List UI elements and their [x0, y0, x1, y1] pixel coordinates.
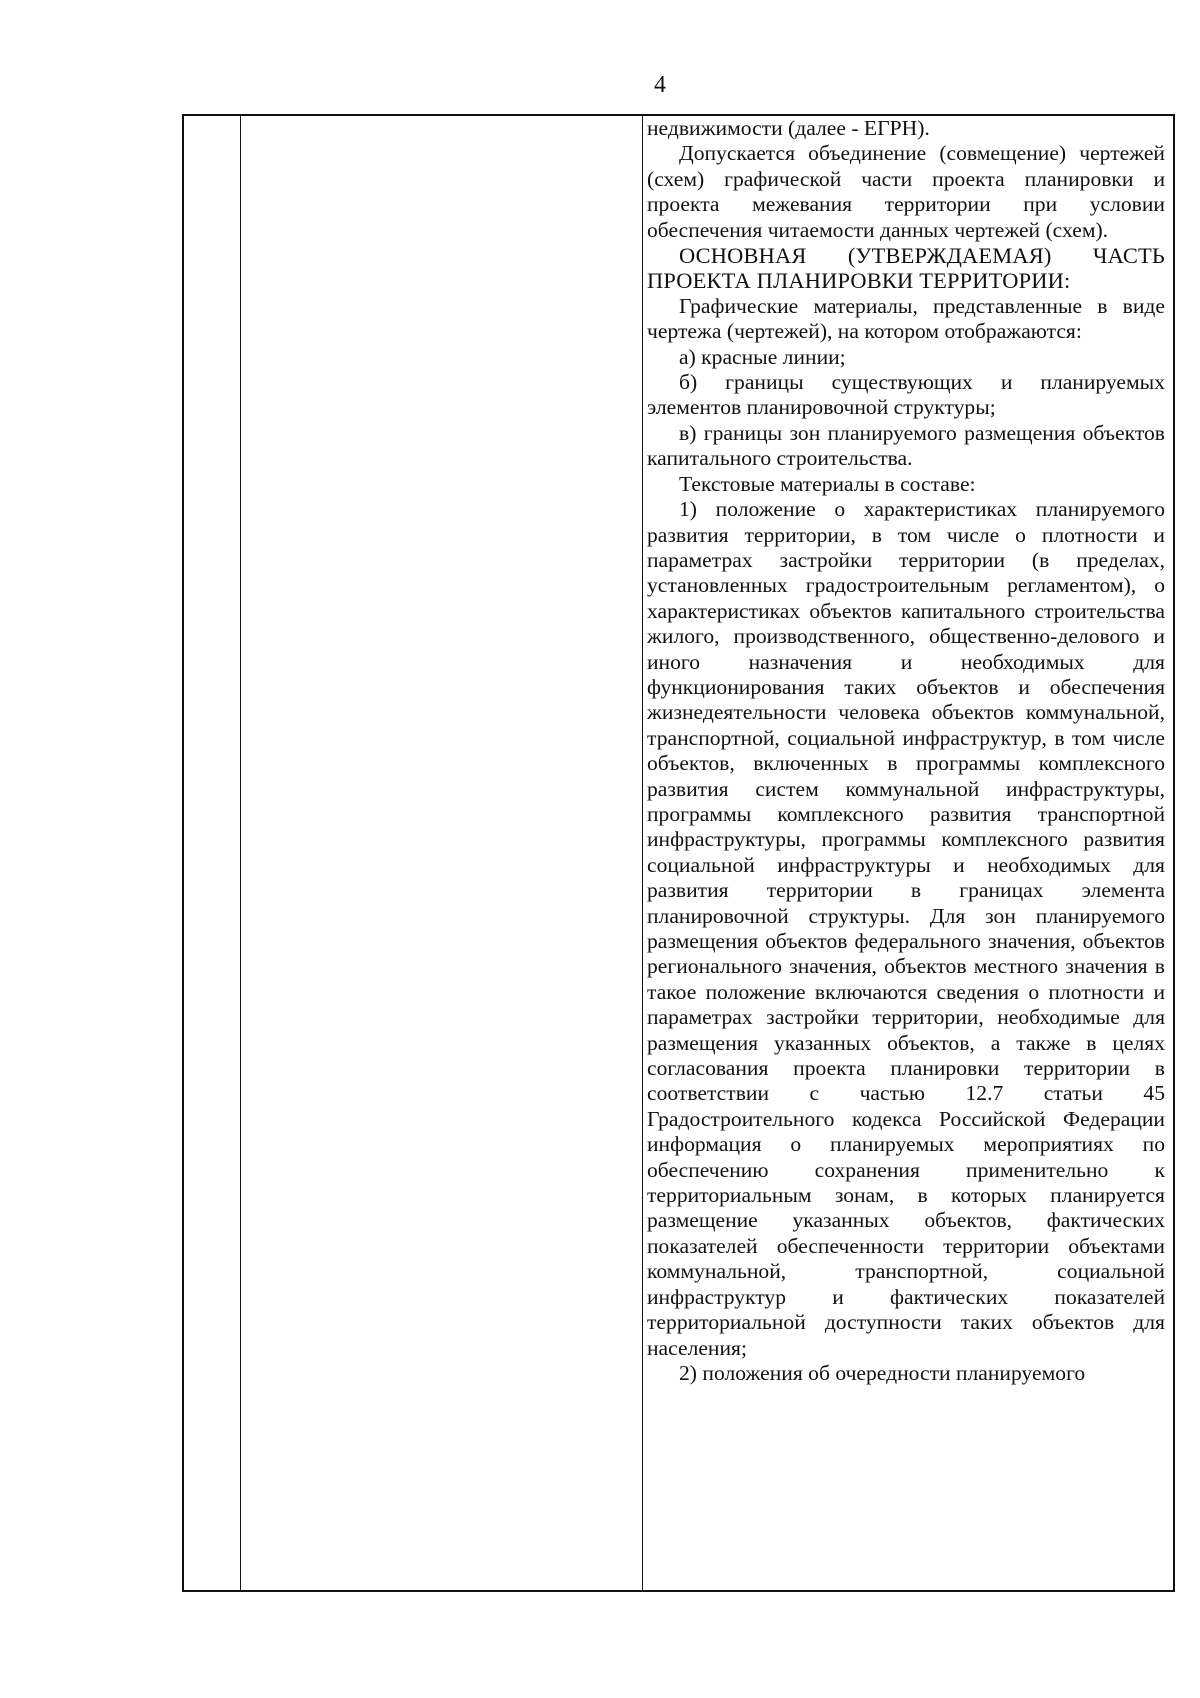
column-divider-2 — [642, 116, 643, 1590]
paragraph-merge-drawings: Допускается объединение (совмещение) чертежей (схем) графической части проекта планировки и проекта межевания территории при условии обеспечения читаемости данных чертежей (схем). — [647, 141, 1165, 242]
paragraph-egrn: недвижимости (далее - ЕГРН). — [647, 116, 930, 140]
page-number: 4 — [654, 72, 666, 98]
paragraph-graphic-materials: Графические материалы, представленные в виде чертежа (чертежей), на котором отображаются: — [647, 293, 1165, 344]
column-divider-1 — [240, 116, 241, 1590]
document-table — [182, 114, 1175, 1592]
list-item-b: б) границы существующих и планируемых элементов планировочной структуры; — [647, 370, 1165, 420]
right-column-text — [647, 116, 1165, 1386]
list-item-v: в) границы зон планируемого размещения объектов капитального строительства. — [647, 420, 1165, 471]
list-item-2: 2) положения об очередности планируемого — [679, 1360, 1086, 1385]
paragraph-text-materials: Текстовые материалы в составе: — [679, 471, 976, 496]
list-item-a: а) красные линии; — [679, 344, 846, 369]
list-item-1: 1) положение о характеристиках планируемого развития территории, в том числе о плотности и параметрах застройки территории (в пределах, установленных градостроительным регламентом), о характеристиках объектов капитального строительства жилого, производственного, общественно-делового и иного назначения и необходимых для функционирования таких объектов и обеспечения жизнедеятельности человека объектов коммунальной, транспортной, социальной инфраструктур, в том числе объектов, включенных в программы комплексного развития систем коммунальной инфраструктуры, программы комплексного развития транспортной инфраструктуры, программы комплексного развития социальной инфраструктуры и необходимых для развития территории в границах элемента планировочной структуры. Для зон планируемого размещения объектов федерального значения, объектов регионального значения, объектов местного значения в такое положение включаются сведения о плотности и параметрах застройки территории, необходимые для размещения указанных объектов, а также в целях согласования проекта планировки территории в соответствии с частью 12.7 статьи 45 Градостроительного кодекса Российской Федерации информация о планируемых мероприятиях по обеспечению сохранения применительно к территориальным зонам, в которых планируется размещение указанных объектов, фактических показателей обеспеченности территории объектами коммунальной, транспортной, социальной инфраструктур и фактических показателей территориальной доступности таких объектов для населения; — [647, 497, 1165, 1360]
section-heading: ОСНОВНАЯ (УТВЕРЖДАЕМАЯ) ЧАСТЬ ПРОЕКТА ПЛАНИРОВКИ ТЕРРИТОРИИ: — [647, 243, 1165, 294]
